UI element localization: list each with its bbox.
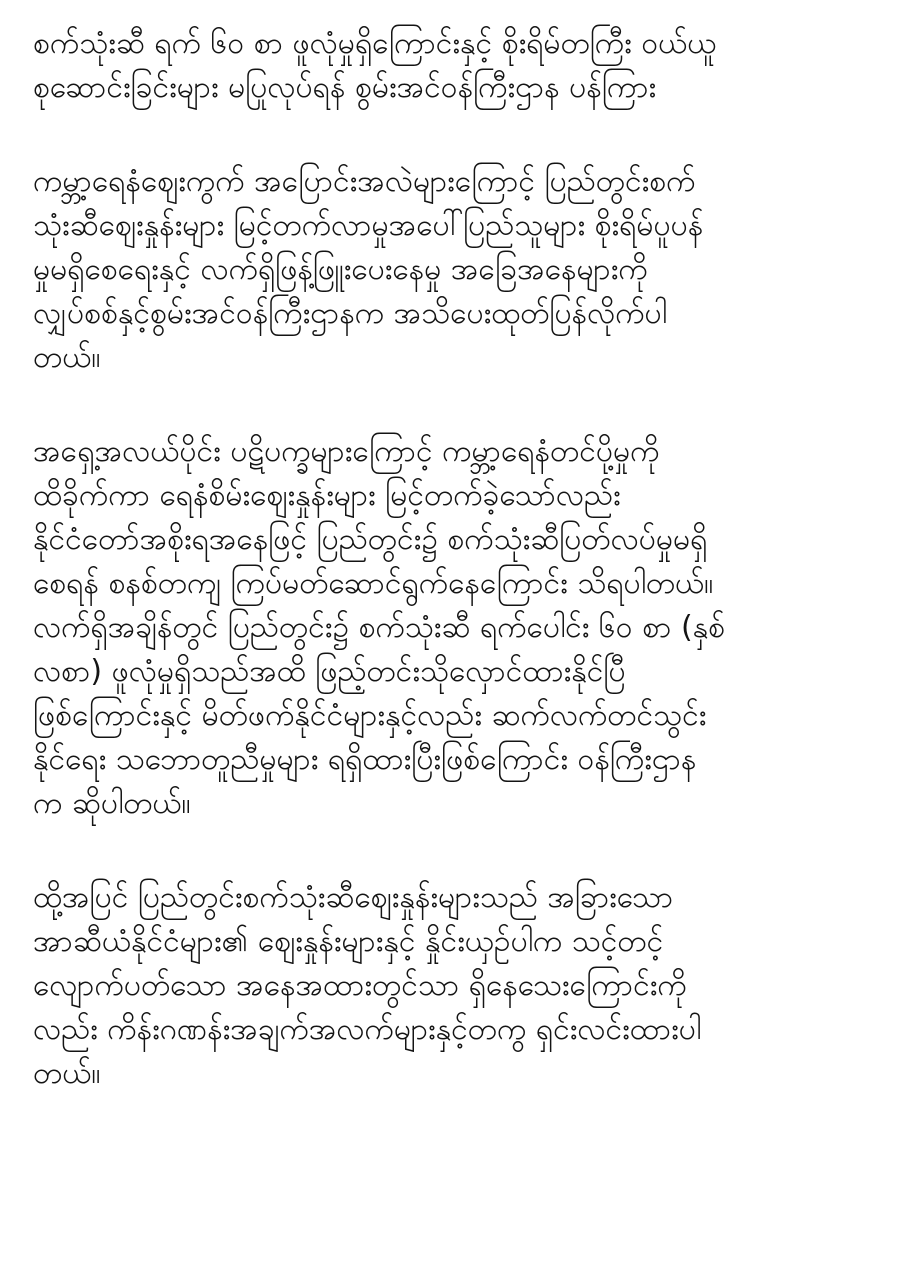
paragraph-line: ထို့အပြင် ပြည်တွင်းစက်သုံးဆီဈေးနှုန်းများသည် အခြားသော: [33, 880, 674, 915]
paragraph-line: သုံးဆီဈေးနှုန်းများ မြင့်တက်လာမှုအပေါ်ပြည်သူများ စိုးရိမ်ပူပန်: [33, 208, 704, 243]
paragraph-line: လက်ရှိအချိန်တွင် ပြည်တွင်း၌ စက်သုံးဆီ ရက်ပေါင်း ၆၀ စာ (နှစ်: [33, 610, 726, 645]
paragraph-gap: [33, 380, 888, 430]
paragraph-3: [33, 876, 888, 1096]
paragraph-line: တယ်။: [33, 1056, 101, 1091]
paragraph-line: လည်း ကိန်းဂဏန်းအချက်အလက်များနှင့်တကွ ရှင်းလင်းထားပါ: [33, 1012, 702, 1047]
paragraph-gap: [33, 110, 888, 160]
paragraph-line: ကမ္ဘာ့ရေနံဈေးကွက် အပြောင်းအလဲများကြောင့် ပြည်တွင်းစက်: [33, 164, 696, 199]
paragraph-line: ထိခိုက်ကာ ရေနံစိမ်းဈေးနှုန်းများ မြင့်တက်ခဲ့သော်လည်း: [33, 478, 621, 513]
paragraph-line: လစာ) ဖူလုံမှုရှိသည်အထိ ဖြည့်တင်းသိုလှောင်ထားနိုင်ပြီ: [33, 654, 626, 689]
paragraph-line: တယ်။: [33, 340, 101, 375]
paragraph-line: နိုင်ငံတော်အစိုးရအနေဖြင့် ပြည်တွင်း၌ စက်သုံးဆီပြတ်လပ်မှုမရှိ: [33, 522, 708, 557]
paragraph-line: က ဆိုပါတယ်။: [33, 786, 191, 821]
paragraph-line: အာဆီယံနိုင်ငံများ၏ ဈေးနှုန်းများနှင့် နှိုင်းယှဉ်ပါက သင့်တင့်: [33, 924, 664, 959]
headline-line: စုဆောင်းခြင်းများ မပြုလုပ်ရန် စွမ်းအင်ဝန်ကြီးဌာန ပန်ကြား: [33, 70, 657, 105]
paragraph-line: နိုင်ရေး သဘောတူညီမှုများ ရရှိထားပြီးဖြစ်ကြောင်း ဝန်ကြီးဌာန: [33, 742, 697, 777]
paragraph-line: အရှေ့အလယ်ပိုင်း ပဋိပက္ခများကြောင့် ကမ္ဘာ့ရေနံတင်ပို့မှုကို: [33, 434, 660, 469]
paragraph-2: [33, 430, 888, 826]
paragraph-line: လျှပ်စစ်နှင့်စွမ်းအင်ဝန်ကြီးဌာနက အသိပေးထုတ်ပြန်လိုက်ပါ: [33, 296, 667, 331]
paragraph-gap: [33, 826, 888, 876]
headline-line: စက်သုံးဆီ ရက် ၆၀ စာ ဖူလုံမှုရှိကြောင်းနှင့် စိုးရိမ်တကြီး ဝယ်ယူ: [33, 26, 717, 61]
headline: [33, 22, 888, 110]
paragraph-line: စေရန် စနစ်တကျ ကြပ်မတ်ဆောင်ရွက်နေကြောင်း သိရပါတယ်။: [33, 566, 714, 601]
paragraph-line: မှုမရှိစေရေးနှင့် လက်ရှိဖြန့်ဖြူးပေးနေမှု အခြေအနေများကို: [33, 252, 648, 287]
paragraph-line: လျောက်ပတ်သော အနေအထားတွင်သာ ရှိနေသေးကြောင်းကို: [33, 968, 687, 1003]
paragraph-line: ဖြစ်ကြောင်းနှင့် မိတ်ဖက်နိုင်ငံများနှင့်လည်း ဆက်လက်တင်သွင်း: [33, 698, 707, 733]
paragraph-1: [33, 160, 888, 380]
